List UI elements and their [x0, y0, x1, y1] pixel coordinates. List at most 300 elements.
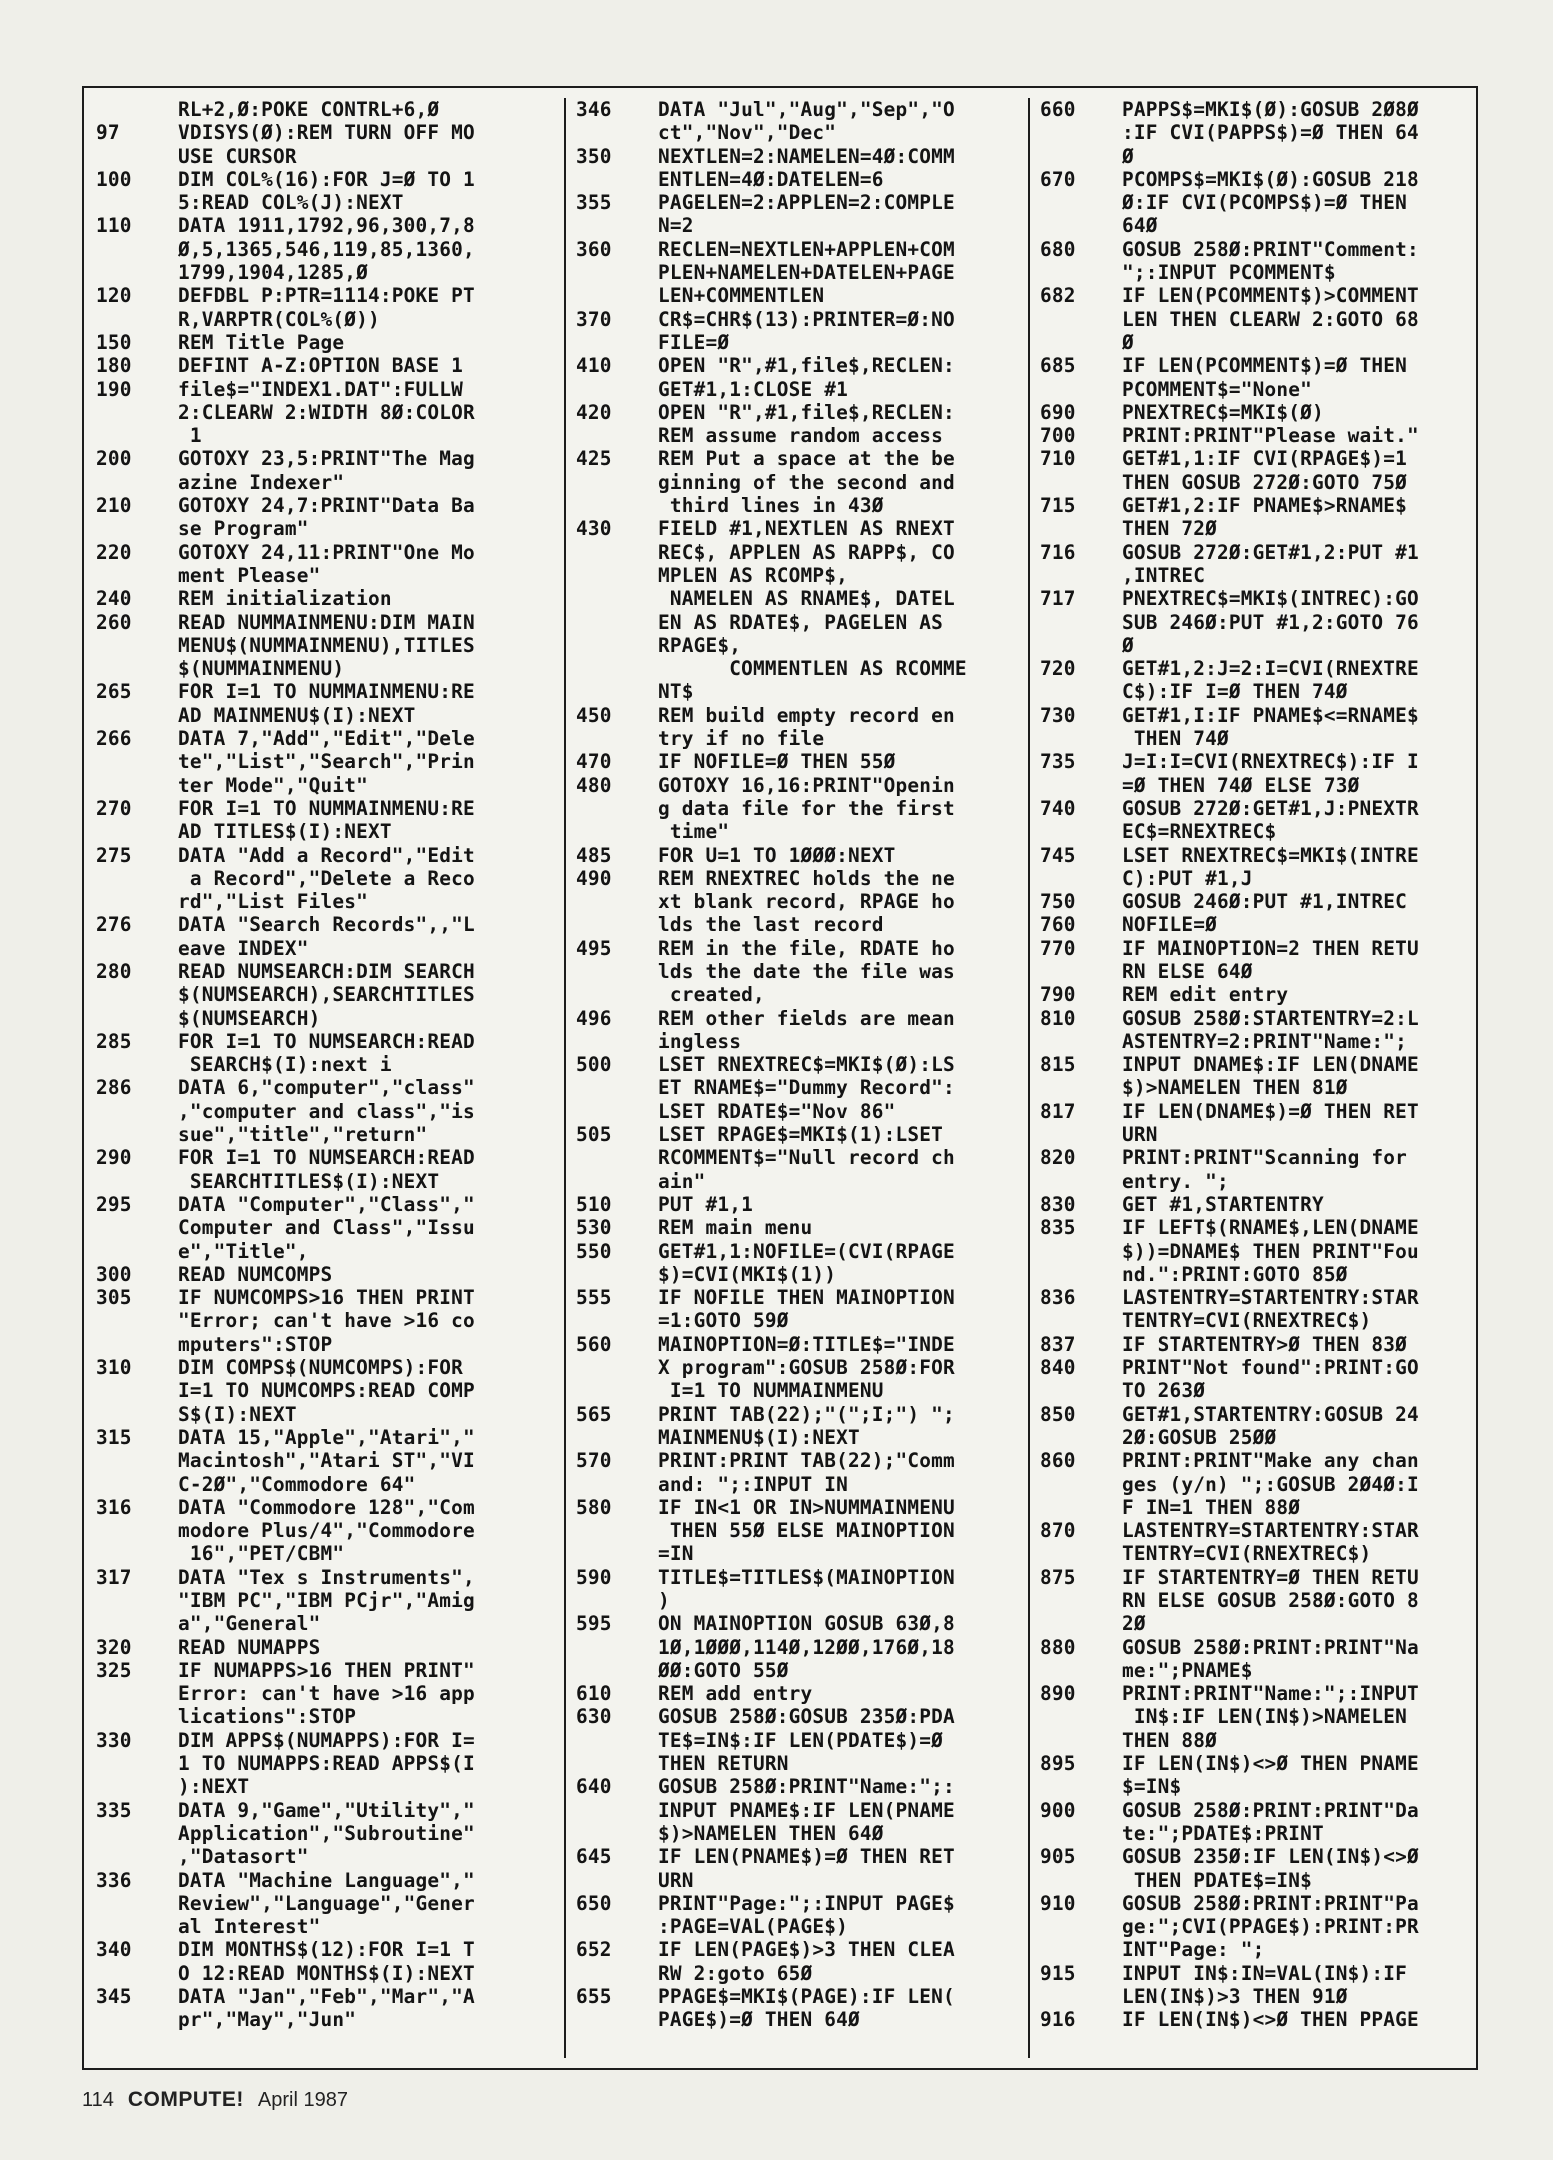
line-code: IF STARTENTRY>Ø THEN 83Ø	[1122, 1332, 1407, 1356]
code-line	[1040, 471, 1478, 494]
line-number	[96, 867, 178, 890]
code-line	[1040, 121, 1478, 144]
line-code: $)>NAMELEN THEN 81Ø	[1122, 1076, 1348, 1100]
line-number	[1040, 1869, 1122, 1892]
line-code: =1:GOTO 59Ø	[658, 1309, 789, 1333]
line-number	[576, 424, 658, 447]
code-line	[1040, 587, 1478, 610]
line-number	[96, 774, 178, 797]
line-number	[576, 1752, 658, 1775]
line-number	[96, 1962, 178, 1985]
code-line	[1040, 1170, 1478, 1193]
line-number	[96, 191, 178, 214]
code-line	[96, 913, 548, 936]
issue-date: April 1987	[257, 2089, 348, 2111]
code-line	[96, 1636, 548, 1659]
line-code: IF NUMAPPS>16 THEN PRINT"	[178, 1658, 475, 1682]
line-code: RW 2:goto 65Ø	[658, 1961, 813, 1985]
line-number: 860	[1040, 1449, 1076, 1473]
line-number	[1040, 1379, 1122, 1402]
line-number: 485	[576, 843, 612, 867]
line-code: ges (y/n) ";:GOSUB 2Ø4Ø:I	[1122, 1472, 1419, 1496]
line-number	[576, 564, 658, 587]
line-number	[96, 424, 178, 447]
line-code: lds the last record	[658, 913, 884, 937]
code-line	[576, 168, 1024, 191]
line-number	[96, 1449, 178, 1472]
line-number	[576, 121, 658, 144]
line-code: GOTOXY 23,5:PRINT"The Mag	[178, 447, 475, 471]
line-number	[96, 1915, 178, 1938]
code-line	[1040, 1822, 1478, 1845]
line-code: SEARCHTITLES$(I):NEXT	[178, 1169, 440, 1193]
line-code: C):PUT #1,J	[1122, 866, 1253, 890]
code-line	[576, 1496, 1024, 1519]
code-line	[1040, 1309, 1478, 1332]
code-line	[1040, 1542, 1478, 1565]
line-code: READ NUMMAINMENU:DIM MAIN	[178, 610, 475, 634]
line-number	[576, 1076, 658, 1099]
code-line	[1040, 797, 1478, 820]
line-code: REM Put a space at the be	[658, 447, 955, 471]
code-line	[576, 1076, 1024, 1099]
code-line	[96, 168, 548, 191]
line-number	[1040, 378, 1122, 401]
code-line	[576, 191, 1024, 214]
line-code: "IBM PC","IBM PCjr","Amig	[178, 1589, 475, 1612]
line-number	[96, 1007, 178, 1030]
code-line	[576, 1030, 1024, 1053]
line-number: 875	[1040, 1565, 1076, 1589]
line-code: GOSUB 258Ø:GOSUB 235Ø:PDA	[658, 1705, 955, 1729]
code-line	[576, 238, 1024, 261]
code-line	[576, 1053, 1024, 1076]
line-number	[576, 1379, 658, 1402]
code-line	[1040, 424, 1478, 447]
line-code: PRINT:PRINT"Scanning for	[1122, 1146, 1407, 1170]
line-number	[96, 1822, 178, 1845]
line-number: 682	[1040, 284, 1076, 308]
line-number	[576, 797, 658, 820]
line-number: 276	[96, 913, 132, 937]
code-line	[576, 1007, 1024, 1030]
code-line	[576, 750, 1024, 773]
code-line	[576, 1566, 1024, 1589]
code-line	[96, 471, 548, 494]
code-line	[96, 1729, 548, 1752]
code-line	[576, 1403, 1024, 1426]
line-number: 750	[1040, 890, 1076, 914]
code-line	[96, 494, 548, 517]
line-code: PAGELEN=2:APPLEN=2:COMPLE	[658, 191, 955, 215]
code-line	[96, 308, 548, 331]
code-line	[576, 214, 1024, 237]
code-line	[96, 890, 548, 913]
line-code: READ NUMCOMPS	[178, 1262, 333, 1286]
line-number	[96, 1403, 178, 1426]
line-code: nd.":PRINT:GOTO 85Ø	[1122, 1262, 1348, 1286]
line-number	[96, 401, 178, 424]
line-number	[96, 1589, 178, 1612]
code-line	[96, 1473, 548, 1496]
line-number	[96, 308, 178, 331]
code-line	[576, 1309, 1024, 1332]
code-line	[1040, 680, 1478, 703]
line-code: THEN 72Ø	[1122, 517, 1217, 541]
line-code: MPLEN AS RCOMP$,	[658, 563, 848, 587]
code-line	[576, 680, 1024, 703]
line-number	[96, 1542, 178, 1565]
line-number: 815	[1040, 1053, 1076, 1077]
code-line	[576, 1659, 1024, 1682]
line-code: $)=CVI(MKI$(1))	[658, 1262, 837, 1286]
code-line	[576, 1845, 1024, 1868]
line-number: 690	[1040, 400, 1076, 424]
line-code: ,INTREC	[1122, 563, 1206, 587]
line-code: REM RNEXTREC holds the ne	[658, 866, 955, 890]
line-number	[1040, 1705, 1122, 1728]
code-line	[576, 1589, 1024, 1612]
line-code: LSET RNEXTREC$=MKI$(INTRE	[1122, 843, 1419, 867]
line-code: DATA "Jul","Aug","Sep","O	[658, 98, 955, 121]
line-code: Application","Subroutine"	[178, 1821, 475, 1845]
line-code: MAINOPTION=Ø:TITLE$="INDE	[658, 1332, 955, 1356]
line-code: :PAGE=VAL(PAGE$)	[658, 1915, 848, 1939]
line-number	[576, 2008, 658, 2031]
code-line	[1040, 1216, 1478, 1239]
line-number: 835	[1040, 1216, 1076, 1240]
line-code: 1799,1904,1285,Ø	[178, 261, 368, 285]
line-code: DIM COMPS$(NUMCOMPS):FOR	[178, 1356, 463, 1380]
code-line	[1040, 657, 1478, 680]
line-code: IF LEN(PAGE$)>3 THEN CLEA	[658, 1938, 955, 1962]
line-number	[576, 960, 658, 983]
line-code: THEN 55Ø ELSE MAINOPTION	[658, 1519, 955, 1543]
line-code: NT$	[658, 680, 694, 704]
code-line	[96, 98, 548, 121]
line-number: 715	[1040, 494, 1076, 518]
line-number: 890	[1040, 1682, 1076, 1706]
line-number: 285	[96, 1029, 132, 1053]
line-code: IF LEN(IN$)<>Ø THEN PPAGE	[1122, 2008, 1419, 2032]
code-line	[1040, 1123, 1478, 1146]
line-number: 430	[576, 517, 612, 541]
code-line	[1040, 1938, 1478, 1961]
code-line	[576, 1682, 1024, 1705]
code-line	[1040, 1473, 1478, 1496]
code-line	[576, 611, 1024, 634]
line-code: GOTOXY 24,11:PRINT"One Mo	[178, 540, 475, 564]
line-number	[96, 1892, 178, 1915]
line-number	[1040, 774, 1122, 797]
line-code: ain"	[658, 1169, 706, 1193]
line-code: RL+2,Ø:POKE CONTRL+6,Ø	[178, 98, 440, 121]
line-code: REM Title Page	[178, 330, 345, 354]
code-line	[1040, 401, 1478, 424]
code-line	[1040, 214, 1478, 237]
line-code: $=IN$	[1122, 1775, 1182, 1799]
line-number: 810	[1040, 1006, 1076, 1030]
line-code: NAMELEN AS RNAME$, DATEL	[658, 587, 955, 611]
line-number	[1040, 1729, 1122, 1752]
line-code: ingless	[658, 1029, 742, 1053]
line-number: 505	[576, 1123, 612, 1147]
line-number: 450	[576, 703, 612, 727]
code-line	[96, 1449, 548, 1472]
line-number	[576, 820, 658, 843]
line-code: DATA "Add a Record","Edit	[178, 843, 475, 867]
line-code: DATA 6,"computer","class"	[178, 1076, 475, 1100]
code-line	[1040, 960, 1478, 983]
code-line	[1040, 1705, 1478, 1728]
line-code: THEN GOSUB 272Ø:GOTO 75Ø	[1122, 470, 1407, 494]
code-line	[96, 1403, 548, 1426]
line-number	[1040, 1542, 1122, 1565]
code-line	[576, 354, 1024, 377]
code-line	[576, 494, 1024, 517]
line-number	[1040, 121, 1122, 144]
line-code: DATA 15,"Apple","Atari","	[178, 1425, 475, 1449]
code-line	[96, 564, 548, 587]
code-line	[96, 1938, 548, 1961]
line-code: THEN 88Ø	[1122, 1728, 1217, 1752]
line-number	[576, 1659, 658, 1682]
code-line	[1040, 844, 1478, 867]
code-line	[1040, 145, 1478, 168]
line-number: 730	[1040, 703, 1076, 727]
line-number	[96, 634, 178, 657]
code-line	[576, 1612, 1024, 1635]
line-code: RECLEN=NEXTLEN+APPLEN+COM	[658, 237, 955, 261]
code-line	[1040, 1356, 1478, 1379]
code-line	[1040, 1030, 1478, 1053]
line-number	[96, 98, 178, 121]
line-number	[1040, 1775, 1122, 1798]
code-line	[576, 284, 1024, 307]
code-line	[576, 1636, 1024, 1659]
line-number: 190	[96, 377, 132, 401]
line-code: $))=DNAME$ THEN PRINT"Fou	[1122, 1239, 1419, 1263]
line-code: GOSUB 258Ø:STARTENTRY=2:L	[1122, 1006, 1419, 1030]
line-code: ment Please"	[178, 563, 321, 587]
code-line	[576, 1170, 1024, 1193]
line-number: 335	[96, 1798, 132, 1822]
code-line	[96, 1240, 548, 1263]
line-code: PCOMMENT$="None"	[1122, 377, 1312, 401]
line-number: 97	[96, 121, 120, 145]
line-code: DATA "Jan","Feb","Mar","A	[178, 1985, 475, 2009]
line-code: Macintosh","Atari ST","VI	[178, 1449, 475, 1473]
code-line	[1040, 1286, 1478, 1309]
code-line	[1040, 1659, 1478, 1682]
line-code: MENU$(NUMMAINMENU),TITLES	[178, 633, 475, 657]
line-number	[1040, 191, 1122, 214]
code-line	[576, 1240, 1024, 1263]
line-code: 2:CLEARW 2:WIDTH 8Ø:COLOR	[178, 400, 475, 424]
line-number: 315	[96, 1425, 132, 1449]
line-code: READ NUMSEARCH:DIM SEARCH	[178, 959, 475, 983]
line-number	[576, 1309, 658, 1332]
code-line	[1040, 191, 1478, 214]
code-line	[576, 890, 1024, 913]
line-number	[96, 1775, 178, 1798]
line-code: AD MAINMENU$(I):NEXT	[178, 703, 416, 727]
line-number: 630	[576, 1705, 612, 1729]
code-line	[576, 1379, 1024, 1402]
code-line	[576, 145, 1024, 168]
line-code: GET#1,STARTENTRY:GOSUB 24	[1122, 1402, 1419, 1426]
line-number	[576, 680, 658, 703]
code-line	[576, 261, 1024, 284]
line-code: 1 TO NUMAPPS:READ APPS$(I	[178, 1752, 475, 1776]
line-code: GOSUB 258Ø:PRINT"Name:";:	[658, 1775, 955, 1799]
line-number	[576, 1170, 658, 1193]
line-number	[1040, 727, 1122, 750]
line-number	[576, 634, 658, 657]
line-code: ter Mode","Quit"	[178, 773, 368, 797]
code-line	[96, 284, 548, 307]
line-code: GET#1,1:NOFILE=(CVI(RPAGE	[658, 1239, 955, 1263]
line-number: 830	[1040, 1192, 1076, 1216]
code-line	[96, 354, 548, 377]
line-number	[576, 331, 658, 354]
code-line	[96, 1752, 548, 1775]
line-number	[96, 983, 178, 1006]
code-line	[96, 1612, 548, 1635]
code-line	[96, 1426, 548, 1449]
code-line	[96, 1379, 548, 1402]
line-number: 915	[1040, 1961, 1076, 1985]
line-number	[576, 657, 658, 680]
line-code: $(NUMSEARCH)	[178, 1006, 321, 1030]
code-line	[1040, 867, 1478, 890]
line-code: LASTENTRY=STARTENTRY:STAR	[1122, 1519, 1419, 1543]
line-code: IF LEN(PCOMMENT$)>COMMENT	[1122, 284, 1419, 308]
listing-column-2	[564, 98, 1024, 2058]
line-code: DATA 1911,1792,96,300,7,8	[178, 214, 475, 238]
line-code: THEN 74Ø	[1122, 727, 1229, 751]
line-code: IF STARTENTRY=Ø THEN RETU	[1122, 1565, 1419, 1589]
code-line	[576, 913, 1024, 936]
line-number	[576, 1263, 658, 1286]
code-line	[1040, 1519, 1478, 1542]
line-number	[96, 820, 178, 843]
line-code: RPAGE$,	[658, 633, 742, 657]
line-number	[576, 1915, 658, 1938]
line-code: )	[658, 1589, 670, 1612]
line-number: 320	[96, 1635, 132, 1659]
line-number: 210	[96, 494, 132, 518]
line-number: 580	[576, 1495, 612, 1519]
code-line	[1040, 308, 1478, 331]
line-number	[1040, 1822, 1122, 1845]
line-number: 916	[1040, 2008, 1076, 2032]
line-number: 870	[1040, 1519, 1076, 1543]
line-number: 346	[576, 98, 612, 121]
line-code: a Record","Delete a Reco	[178, 866, 475, 890]
line-number	[576, 471, 658, 494]
line-code: 1	[178, 424, 202, 448]
line-code: TITLE$=TITLES$(MAINOPTION	[658, 1565, 955, 1589]
code-line	[96, 1170, 548, 1193]
line-code: third lines in 43Ø	[658, 494, 884, 518]
line-number	[96, 704, 178, 727]
code-line	[1040, 517, 1478, 540]
code-line	[576, 867, 1024, 890]
code-line	[1040, 261, 1478, 284]
line-code: URN	[658, 1868, 694, 1892]
line-number: 790	[1040, 983, 1076, 1007]
line-code: GOSUB 272Ø:GET#1,2:PUT #1	[1122, 540, 1419, 564]
line-code: TO 263Ø	[1122, 1379, 1206, 1403]
line-code: GOSUB 258Ø:PRINT:PRINT"Na	[1122, 1635, 1419, 1659]
line-number: 655	[576, 1985, 612, 2009]
code-line	[576, 1146, 1024, 1169]
code-line	[576, 1729, 1024, 1752]
line-code: 16","PET/CBM"	[178, 1542, 345, 1566]
line-number	[96, 750, 178, 773]
line-number	[576, 913, 658, 936]
code-line	[96, 704, 548, 727]
line-code: a","General"	[178, 1612, 321, 1636]
line-code: C$):IF I=Ø THEN 74Ø	[1122, 680, 1348, 704]
line-code: IF IN<1 OR IN>NUMMAINMENU	[658, 1495, 955, 1519]
line-number	[1040, 1659, 1122, 1682]
line-number: 330	[96, 1728, 132, 1752]
line-code: LEN(IN$)>3 THEN 91Ø	[1122, 1985, 1348, 2009]
line-number: 336	[96, 1868, 132, 1892]
line-number: 770	[1040, 936, 1076, 960]
line-number	[576, 611, 658, 634]
code-line	[576, 1519, 1024, 1542]
line-number	[96, 937, 178, 960]
line-code: C-2Ø","Commodore 64"	[178, 1472, 416, 1496]
line-code: ge:";CVI(PPAGE$):PRINT:PR	[1122, 1915, 1419, 1939]
code-line	[96, 657, 548, 680]
line-number: 570	[576, 1449, 612, 1473]
code-line	[96, 1193, 548, 1216]
code-line	[576, 1356, 1024, 1379]
line-code: THEN PDATE$=IN$	[1122, 1868, 1312, 1892]
line-number: 700	[1040, 424, 1076, 448]
line-code: REC$, APPLEN AS RAPP$, CO	[658, 540, 955, 564]
code-line	[96, 1985, 548, 2008]
line-number	[576, 1473, 658, 1496]
line-number	[576, 378, 658, 401]
code-line	[576, 1286, 1024, 1309]
code-line	[96, 1100, 548, 1123]
line-number: 110	[96, 214, 132, 238]
line-number	[1040, 1938, 1122, 1961]
line-code: =IN	[658, 1542, 694, 1566]
line-number	[1040, 1076, 1122, 1099]
line-code: FILE=Ø	[658, 330, 730, 354]
line-number	[1040, 1123, 1122, 1146]
code-line	[96, 261, 548, 284]
line-number: 290	[96, 1146, 132, 1170]
code-line	[96, 611, 548, 634]
line-code: RN ELSE GOSUB 258Ø:GOTO 8	[1122, 1589, 1419, 1612]
code-line	[96, 774, 548, 797]
line-number: 370	[576, 307, 612, 331]
line-code: OPEN "R",#1,file$,RECLEN:	[658, 354, 955, 378]
code-line	[576, 401, 1024, 424]
line-code: 2Ø:GOSUB 25ØØ	[1122, 1425, 1277, 1449]
line-code: ):NEXT	[178, 1775, 250, 1799]
line-code: GOSUB 258Ø:PRINT:PRINT"Pa	[1122, 1891, 1419, 1915]
line-number	[1040, 1589, 1122, 1612]
line-number: 410	[576, 354, 612, 378]
